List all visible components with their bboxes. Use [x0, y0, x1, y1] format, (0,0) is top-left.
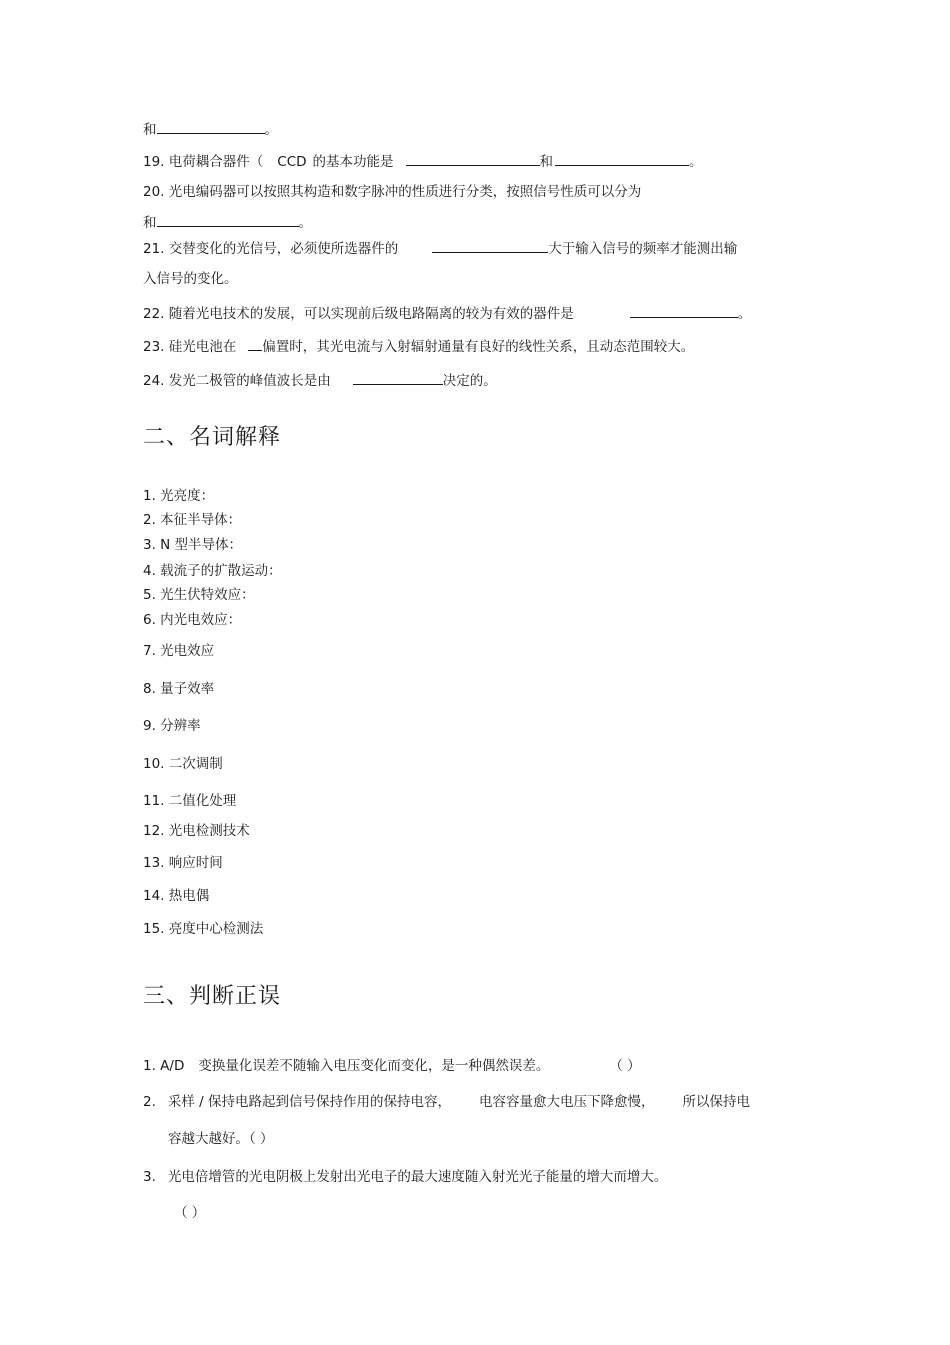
judge-item-3-line2: [174, 1204, 205, 1222]
question-21-line1: [143, 238, 737, 258]
fill-blank: [157, 119, 265, 134]
answer-parentheses: （ ）: [174, 1205, 206, 1221]
term-item: 14. 热电偶: [143, 888, 210, 904]
q22-end: 。: [737, 306, 752, 322]
term-item: 11. 二值化处理: [143, 793, 237, 809]
j1-number: 1. A/D: [143, 1058, 185, 1074]
q22-text: 22. 随着光电技术的发展，可以实现前后级电路隔离的较为有效的器件是: [143, 306, 574, 322]
term-item: 8. 量子效率: [143, 681, 215, 697]
j1-text: 变换量化误差不随输入电压变化而变化，是一种偶然误差。: [198, 1058, 550, 1074]
q24-text-b: 决定的。: [442, 373, 497, 389]
j2-text-b: 采样 / 保持电路起到信号保持作用的保持电容，: [167, 1094, 452, 1110]
term-item: 6. 内光电效应：: [143, 612, 242, 628]
judge-item-2: [143, 1093, 750, 1111]
term-item: 3. N 型半导体：: [143, 537, 243, 553]
j2-text-line2: 容越大越好。（ ）: [168, 1131, 274, 1147]
j3-text: 光电倍增管的光电阴极上发射出光电子的最大速度随入射光光子能量的增大而增大。: [167, 1169, 668, 1185]
judge-item-2-line2: [168, 1130, 274, 1148]
j3-number: 3.: [143, 1169, 156, 1185]
q20-text: 20. 光电编码器可以按照其构造和数字脉冲的性质进行分类，按照信号性质可以分为: [143, 184, 642, 200]
q23-text-b: 偏置时，其光电流与入射辐射通量有良好的线性关系，且动态范围较大。: [262, 339, 695, 355]
q19-text-c: 的基本功能是: [312, 154, 394, 170]
q21-text-b: 大于输入信号的频率才能测出输: [548, 241, 738, 257]
q19-text-b: CCD: [277, 154, 307, 170]
term-item: 4. 载流子的扩散运动：: [143, 563, 282, 579]
judge-item-1: [143, 1057, 641, 1075]
section-heading-terms: 二、名词解释: [143, 425, 282, 450]
fill-blank: [353, 370, 443, 385]
fill-blank: [157, 212, 299, 227]
question-23: [143, 336, 694, 356]
term-item: 9. 分辨率: [143, 718, 201, 734]
fill-blank: [432, 238, 548, 253]
question-21-line2: [143, 270, 238, 288]
q19-end: 。: [689, 154, 703, 170]
judge-item-3: [143, 1168, 667, 1186]
section-heading-true-false: 三、判断正误: [143, 984, 282, 1009]
term-item: 7. 光电效应: [143, 643, 215, 659]
term-item: 2. 本征半导体：: [143, 512, 242, 528]
q23-text-a: 23. 硅光电池在: [143, 339, 237, 355]
q19-text-d: 和: [539, 154, 554, 170]
term-item: 13. 响应时间: [143, 855, 223, 871]
q18-tail-text: 和: [143, 122, 157, 138]
term-item: 12. 光电检测技术: [143, 823, 250, 839]
fill-blank: [248, 336, 262, 351]
question-24: [143, 370, 497, 390]
fill-blank: [406, 151, 540, 166]
term-item: 15. 亮度中心检测法: [143, 921, 264, 937]
q19-text-a: 19. 电荷耦合器件（: [143, 154, 264, 170]
j2-text-d: 所以保持电: [682, 1094, 751, 1110]
j2-text-c: 电容容量愈大电压下降愈慢，: [479, 1094, 655, 1110]
j2-number: 2.: [143, 1094, 156, 1110]
q20-end: 。: [298, 215, 312, 231]
q18-tail: [143, 119, 278, 139]
question-22: [143, 303, 751, 323]
answer-parentheses: （ ）: [609, 1058, 641, 1074]
term-item: 10. 二次调制: [143, 756, 223, 772]
q21-text-a: 21. 交替变化的光信号，必须使所选器件的: [143, 241, 399, 257]
term-item: 1. 光亮度：: [143, 488, 215, 504]
fill-blank: [630, 303, 738, 318]
fill-blank: [555, 151, 689, 166]
question-20-line1: [143, 183, 641, 201]
question-19: [143, 151, 703, 171]
question-20-line2: [143, 212, 312, 232]
q24-text-a: 24. 发光二极管的峰值波长是由: [143, 373, 331, 389]
term-item: 5. 光生伏特效应：: [143, 587, 255, 603]
q21-text-line2: 入信号的变化。: [143, 271, 238, 287]
q18-tail-end: 。: [264, 122, 278, 138]
q20-text-a: 和: [143, 215, 157, 231]
